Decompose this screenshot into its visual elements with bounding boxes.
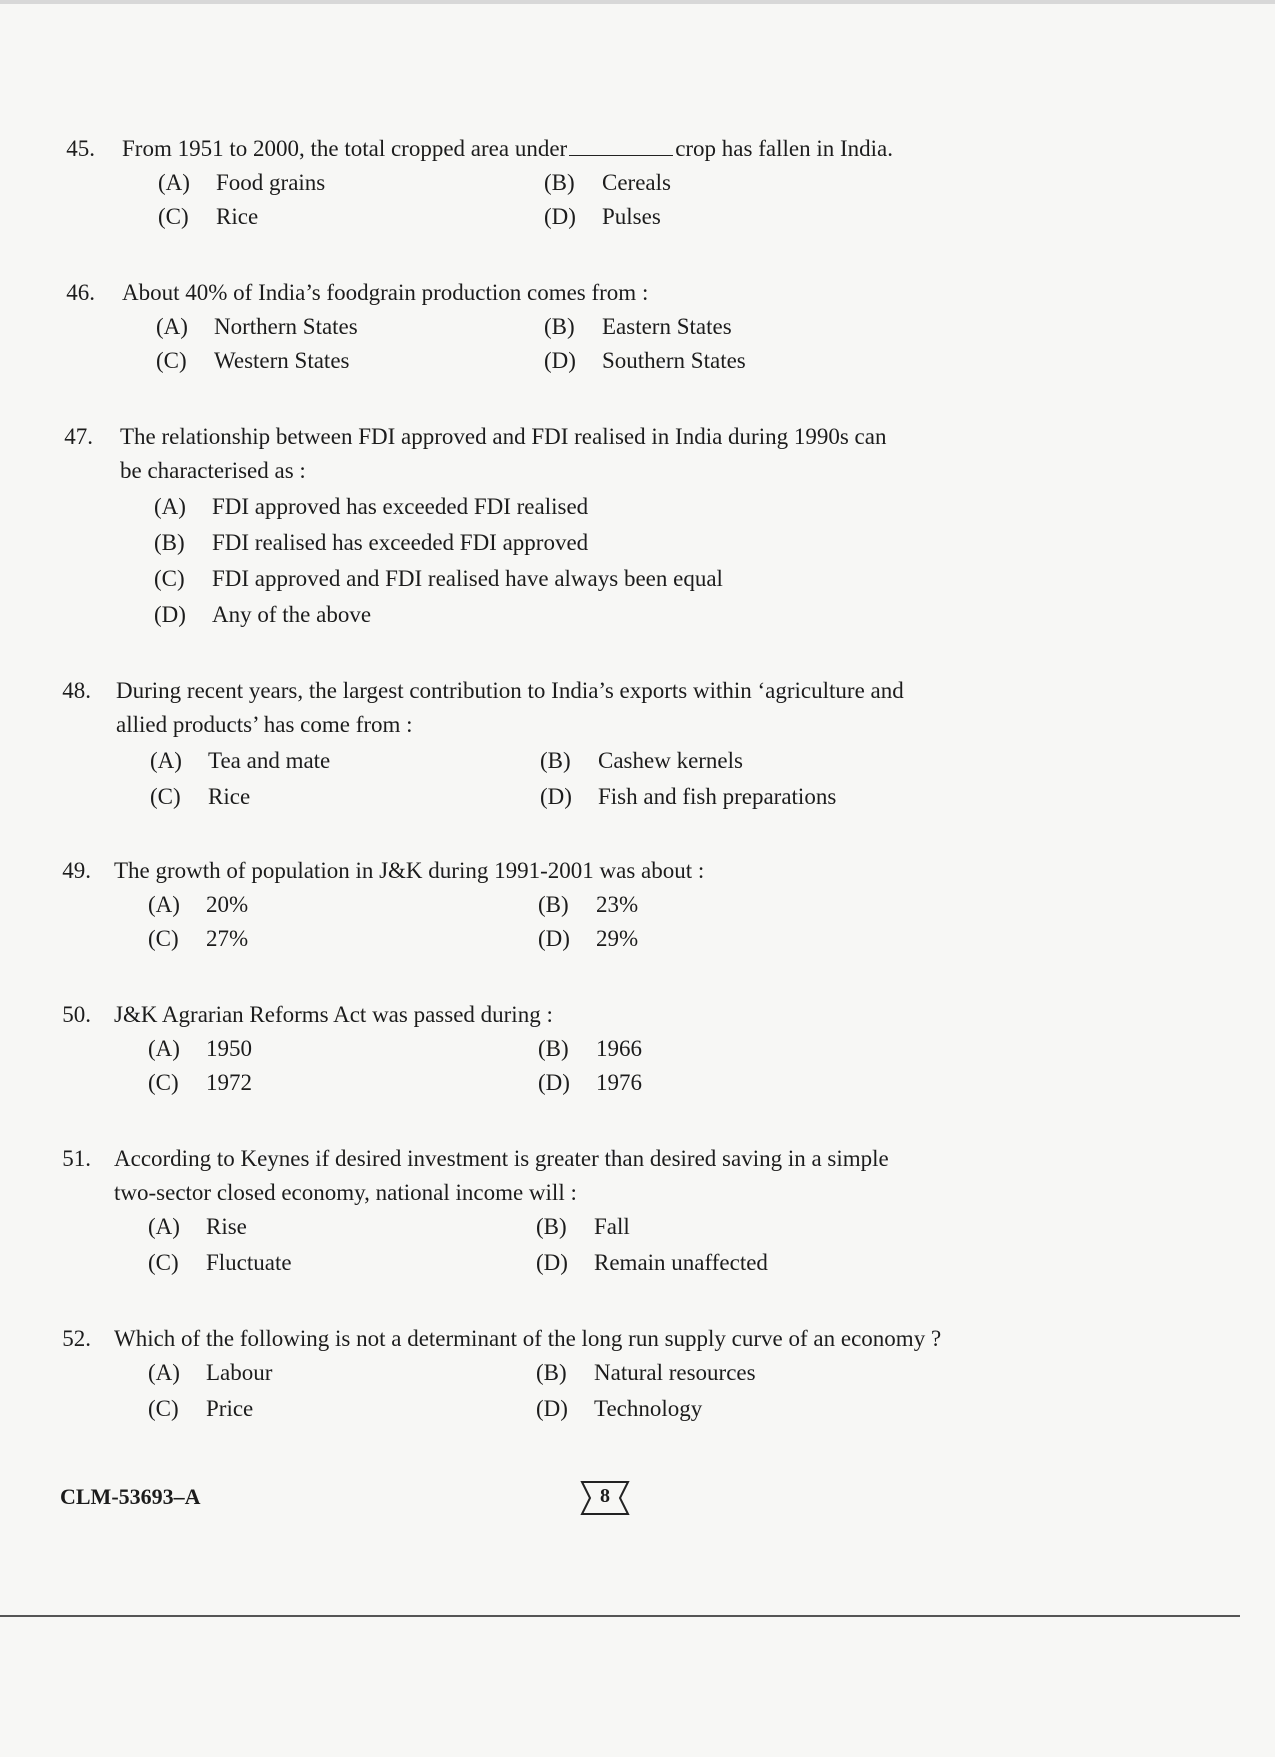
question-number: 47.	[64, 424, 93, 449]
option-d: (D) Any of the above	[154, 602, 372, 627]
option-c: (C) Price	[148, 1396, 254, 1421]
option-c: (C) 1972	[148, 1070, 252, 1095]
question-text: J&K Agrarian Reforms Act was passed during :	[114, 1002, 553, 1027]
option-d: (D) Technology	[536, 1396, 703, 1421]
question-number: 45.	[66, 136, 95, 161]
option-b: (B) Eastern States	[544, 314, 732, 339]
answer-blank	[569, 137, 673, 156]
option-c: (C) Western States	[156, 348, 350, 373]
option-c: (C) Fluctuate	[148, 1250, 292, 1275]
paper-code: CLM-53693–A	[60, 1484, 201, 1509]
question-text-line1: During recent years, the largest contribution to India’s exports within ‘agriculture and	[116, 678, 904, 703]
page-number-badge	[580, 1480, 630, 1516]
question-text-line2: two-sector closed economy, national income will :	[114, 1180, 577, 1205]
question-text-after: crop has fallen in India.	[675, 136, 893, 161]
question-text: The growth of population in J&K during 1991-2001 was about :	[114, 858, 705, 883]
question-number: 46.	[66, 280, 95, 305]
option-b: (B) 1966	[538, 1036, 642, 1061]
question-number: 49.	[62, 858, 91, 883]
question-text-before: From 1951 to 2000, the total cropped area under	[122, 136, 568, 161]
question-number: 51.	[62, 1146, 91, 1171]
question-text-line2: allied products’ has come from :	[116, 712, 413, 737]
question-text-line2: be characterised as :	[120, 458, 306, 483]
question-text	[122, 132, 893, 166]
top-edge	[0, 0, 1275, 4]
option-a: (A) Rise	[148, 1214, 247, 1239]
question-number: 50.	[62, 1002, 91, 1027]
option-a: (A) Tea and mate	[150, 748, 331, 773]
option-d: (D) 1976	[538, 1070, 642, 1095]
option-a: (A) 20%	[148, 892, 249, 917]
question-number: 48.	[62, 678, 91, 703]
option-a: (A) Northern States	[156, 314, 358, 339]
option-d: (D) Fish and fish preparations	[540, 784, 837, 809]
option-a: (A) Labour	[148, 1360, 273, 1385]
question-text: Which of the following is not a determinant of the long run supply curve of an economy ?	[114, 1326, 942, 1351]
option-b: (B) Cereals	[544, 170, 671, 195]
option-c: (C) 27%	[148, 926, 249, 951]
option-c: (C) Rice	[158, 204, 259, 229]
option-c: (C) Rice	[150, 784, 251, 809]
option-d: (D) 29%	[538, 926, 639, 951]
question-text-line1: According to Keynes if desired investment is greater than desired saving in a simple	[114, 1146, 889, 1171]
option-d: (D) Pulses	[544, 204, 661, 229]
option-a: (A) FDI approved has exceeded FDI realised	[154, 494, 589, 519]
option-c: (C) FDI approved and FDI realised have always been equal	[154, 566, 723, 591]
question-text-line1: The relationship between FDI approved and FDI realised in India during 1990s can	[120, 424, 887, 449]
bottom-divider	[0, 1615, 1240, 1617]
option-b: (B) Natural resources	[536, 1360, 756, 1385]
option-d: (D) Remain unaffected	[536, 1250, 768, 1275]
question-number: 52.	[62, 1326, 91, 1351]
option-a: (A) 1950	[148, 1036, 252, 1061]
option-a: (A) Food grains	[158, 170, 326, 195]
option-b: (B) FDI realised has exceeded FDI approved	[154, 530, 589, 555]
question-text: About 40% of India’s foodgrain production comes from :	[122, 280, 649, 305]
option-b: (B) 23%	[538, 892, 639, 917]
page-number: 8	[600, 1485, 610, 1507]
option-b: (B) Cashew kernels	[540, 748, 743, 773]
option-b: (B) Fall	[536, 1214, 630, 1239]
option-d: (D) Southern States	[544, 348, 746, 373]
